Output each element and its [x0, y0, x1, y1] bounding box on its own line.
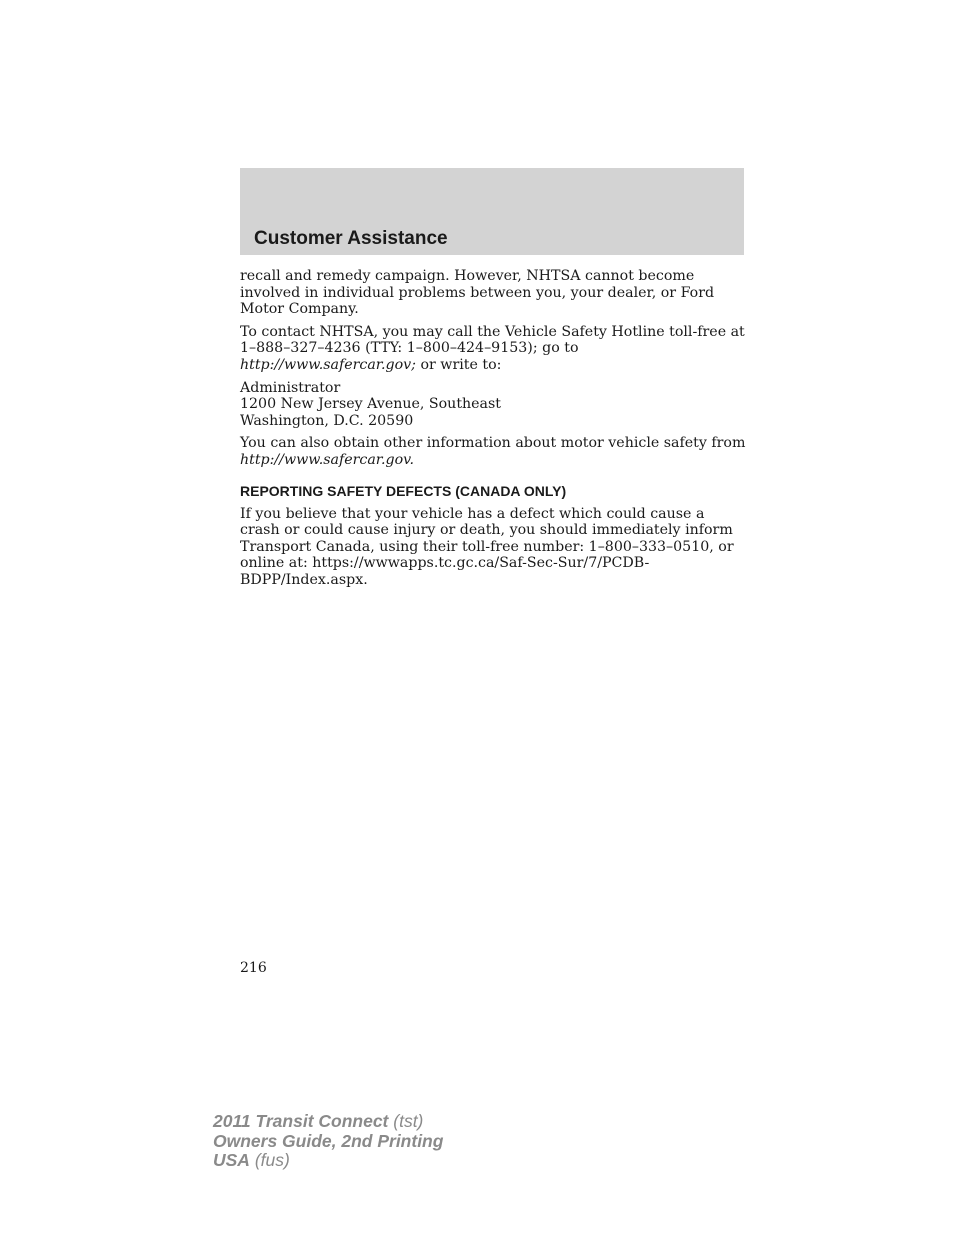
- footer-guide: Owners Guide, 2nd Printing: [213, 1130, 444, 1151]
- contact-text: To contact NHTSA, you may call the Vehicle Safety Hotline toll-free at 1–888–327–4236 (TTY: 1–800–424–9153); go to: [240, 323, 745, 357]
- contact-tail: or write to:: [415, 356, 502, 373]
- document-footer: [213, 1112, 443, 1171]
- footer-market: USA: [213, 1150, 250, 1170]
- footer-market-code: (fus): [249, 1150, 290, 1170]
- footer-line-2: [213, 1132, 443, 1152]
- main-content: [240, 268, 746, 595]
- address-line-2: 1200 New Jersey Avenue, Southeast: [240, 396, 501, 413]
- footer-model-code: (tst): [388, 1111, 424, 1131]
- section-heading: REPORTING SAFETY DEFECTS (CANADA ONLY): [240, 482, 567, 499]
- footer-line-3: [213, 1151, 443, 1171]
- more-info-text: You can also obtain other information about motor vehicle safety from: [240, 435, 746, 452]
- footer-model: 2011 Transit Connect: [213, 1111, 389, 1131]
- paragraph-more-info: [240, 435, 746, 468]
- mailing-address: [240, 380, 746, 430]
- safercar-link-2[interactable]: http://www.safercar.gov.: [240, 451, 414, 468]
- section-header-band: [240, 168, 744, 255]
- paragraph-recall: recall and remedy campaign. However, NHTSA cannot become involved in individual problems between you, your dealer, or Ford Motor Company.: [240, 268, 715, 318]
- page-title: Customer Assistance: [254, 228, 448, 249]
- paragraph-canada-defects: If you believe that your vehicle has a defect which could cause a crash or could cause injury or death, you should immediately inform Transport Canada, using their toll-free number: 1–800–333–0510, or online at: https://wwwapps.tc.gc.ca/Saf-Sec-Sur/7/PCDB-BDPP/Index.aspx.: [240, 505, 734, 588]
- page-number: 216: [240, 960, 267, 976]
- address-line-3: Washington, D.C. 20590: [240, 412, 414, 429]
- paragraph-contact-nhtsa: [240, 324, 746, 374]
- safercar-link[interactable]: http://www.safercar.gov;: [240, 356, 416, 373]
- address-line-1: Administrator: [240, 379, 341, 396]
- footer-line-1: [213, 1112, 443, 1132]
